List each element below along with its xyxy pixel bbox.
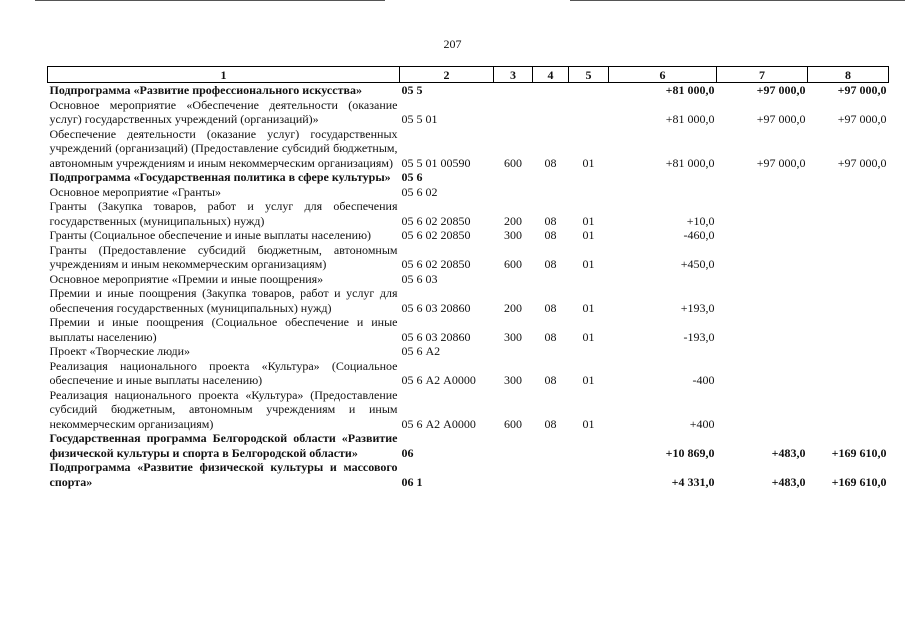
table-row [48, 286, 889, 315]
cell-c5: 01 [582, 329, 595, 344]
col-header-7: 7 [717, 67, 808, 83]
table-row [48, 170, 889, 185]
col-header-1: 1 [48, 67, 400, 83]
cell-c6: +193,0 [680, 300, 715, 315]
cell-c7: +483,0 [771, 474, 806, 489]
cell-c7 [717, 228, 808, 243]
col-header-2: 2 [400, 67, 494, 83]
cell-c8 [808, 272, 889, 287]
cell-c6 [609, 170, 717, 185]
cell-c8 [808, 199, 889, 228]
table-row [48, 460, 889, 489]
cell-c7 [717, 170, 808, 185]
cell-cd: 05 5 [401, 83, 423, 97]
cell-c4 [533, 98, 569, 127]
cell-c7 [717, 388, 808, 432]
cell-c4: 08 [544, 300, 557, 315]
cell-c5 [569, 83, 609, 98]
cell-c5 [569, 98, 609, 127]
cell-c6 [609, 344, 717, 359]
col-header-8: 8 [808, 67, 889, 83]
column-header-row [48, 67, 889, 83]
cell-nm: Подпрограмма «Государственная политика в сфере культуры» [49, 170, 391, 184]
cell-c3: 300 [504, 373, 522, 387]
cell-nm: Премии и иные поощрения (Социальное обеспечение и иные выплаты населению) [49, 315, 398, 344]
cell-cd: 05 6 02 [401, 184, 438, 199]
cell-c5 [569, 431, 609, 460]
cell-c5: 01 [582, 155, 595, 170]
cell-cd: 05 6 03 [401, 271, 438, 286]
cell-nm: Основное мероприятие «Премии и иные поощрения» [49, 271, 324, 286]
top-rule-right [570, 0, 905, 1]
cell-c8: +169 610,0 [831, 474, 887, 489]
cell-c4: 08 [544, 416, 557, 431]
cell-c7: +97 000,0 [756, 83, 806, 97]
cell-c5 [569, 185, 609, 200]
cell-c6 [609, 272, 717, 287]
cell-c8: +97 000,0 [837, 155, 887, 170]
cell-nm: Гранты (Предоставление субсидий бюджетным, автономным учреждениям и иным некоммерческим организациям) [49, 242, 398, 271]
cell-c8 [808, 315, 889, 344]
cell-c3 [494, 344, 533, 359]
table-row [48, 315, 889, 344]
cell-c3: 600 [504, 416, 522, 431]
cell-cd: 05 6 03 20860 [401, 300, 471, 315]
cell-c7: +483,0 [771, 445, 806, 460]
cell-c6: +81 000,0 [665, 83, 715, 97]
cell-c3 [494, 185, 533, 200]
cell-c4: 08 [544, 155, 557, 170]
cell-nm: Гранты (Закупка товаров, работ и услуг для обеспечения государственных (муниципальных) нужд) [49, 199, 398, 228]
col-header-5: 5 [569, 67, 609, 83]
cell-nm: Государственная программа Белгородской области «Развитие физической культуры и спорта в Белгородской области» [49, 431, 398, 460]
cell-c4 [533, 344, 569, 359]
cell-c4 [533, 272, 569, 287]
cell-cd: 05 6 03 20860 [401, 329, 471, 344]
cell-c5: 01 [582, 213, 595, 228]
col-header-4: 4 [533, 67, 569, 83]
cell-c7: +97 000,0 [756, 155, 806, 170]
cell-c5 [569, 272, 609, 287]
table-row [48, 344, 889, 359]
cell-c4 [533, 460, 569, 489]
cell-c7 [717, 243, 808, 272]
cell-nm: Проект «Творческие люди» [49, 344, 191, 358]
cell-c8 [808, 243, 889, 272]
cell-c4 [533, 185, 569, 200]
cell-cd: 05 5 01 [401, 112, 438, 126]
table-row [48, 388, 889, 432]
cell-c3: 200 [504, 300, 522, 315]
cell-c6: +81 000,0 [665, 155, 715, 170]
cell-c4: 08 [544, 373, 557, 387]
cell-c7 [717, 344, 808, 359]
cell-nm: Подпрограмма «Развитие физической культуры и массового спорта» [49, 460, 398, 489]
cell-nm: Реализация национального проекта «Культура» (Предоставление субсидий бюджетным, автономным учреждениям и иным некоммерческим организациям) [49, 387, 398, 431]
cell-c6: +10 869,0 [665, 445, 715, 460]
cell-c5: 01 [582, 416, 595, 431]
cell-c8 [808, 286, 889, 315]
cell-nm: Основное мероприятие «Обеспечение деятельности (оказание услуг) государственных учреждений (организаций)» [49, 97, 398, 126]
cell-c6: +4 331,0 [671, 474, 715, 489]
cell-c8 [808, 344, 889, 359]
cell-c3 [494, 98, 533, 127]
cell-c6: -400 [692, 373, 715, 387]
cell-c8 [808, 185, 889, 200]
cell-c4 [533, 170, 569, 185]
cell-c6: +450,0 [680, 257, 715, 271]
cell-c3 [494, 460, 533, 489]
cell-c7 [717, 199, 808, 228]
cell-c5 [569, 460, 609, 489]
cell-c8: +97 000,0 [837, 112, 887, 126]
cell-nm: Премии и иные поощрения (Закупка товаров, работ и услуг для обеспечения государственных (муниципальных) нужд) [49, 286, 398, 315]
cell-c4: 08 [544, 257, 557, 271]
cell-cd: 05 6 А2 А0000 [401, 416, 476, 431]
cell-c7 [717, 185, 808, 200]
cell-nm: Основное мероприятие «Гранты» [49, 184, 221, 199]
cell-c5: 01 [582, 228, 595, 242]
cell-c3: 300 [504, 228, 522, 242]
cell-c4 [533, 83, 569, 98]
cell-c3 [494, 272, 533, 287]
cell-c3 [494, 83, 533, 98]
cell-c8 [808, 359, 889, 388]
cell-c4: 08 [544, 329, 557, 344]
cell-c6: +400 [689, 416, 715, 431]
cell-c6: -193,0 [683, 329, 715, 344]
cell-nm: Подпрограмма «Развитие профессионального искусства» [49, 83, 362, 97]
cell-cd: 05 6 02 20850 [401, 257, 471, 271]
cell-c3 [494, 431, 533, 460]
cell-c6 [609, 185, 717, 200]
cell-cd: 05 6 02 20850 [401, 213, 471, 228]
cell-cd: 05 5 01 00590 [401, 155, 471, 170]
cell-c7 [717, 359, 808, 388]
cell-c7: +97 000,0 [756, 112, 806, 126]
cell-nm: Гранты (Социальное обеспечение и иные выплаты населению) [49, 228, 372, 242]
col-header-6: 6 [609, 67, 717, 83]
top-rule-left [35, 0, 385, 1]
cell-c7 [717, 315, 808, 344]
cell-cd: 05 6 02 20850 [401, 228, 471, 242]
cell-c3 [494, 170, 533, 185]
cell-c3: 200 [504, 213, 522, 228]
table-row [48, 228, 889, 243]
cell-cd: 05 6 [401, 170, 423, 184]
cell-nm: Реализация национального проекта «Культура» (Социальное обеспечение и иные выплаты населению) [49, 358, 398, 387]
page-number: 207 [443, 37, 462, 51]
cell-c8 [808, 228, 889, 243]
table-row [48, 127, 889, 171]
table-row [48, 431, 889, 460]
cell-c6: +10,0 [686, 213, 715, 228]
cell-cd: 05 6 А2 А0000 [401, 373, 476, 387]
table-row [48, 83, 889, 98]
cell-c5 [569, 170, 609, 185]
table-row [48, 243, 889, 272]
cell-c4: 08 [544, 213, 557, 228]
cell-cd: 06 1 [401, 474, 423, 489]
cell-c3: 600 [504, 257, 522, 271]
cell-c3: 600 [504, 155, 522, 170]
cell-c8 [808, 388, 889, 432]
cell-c6: +81 000,0 [665, 112, 715, 126]
cell-c3: 300 [504, 329, 522, 344]
table-row [48, 185, 889, 200]
cell-c8 [808, 170, 889, 185]
cell-c7 [717, 286, 808, 315]
cell-c8: +97 000,0 [837, 83, 887, 97]
cell-c5: 01 [582, 300, 595, 315]
table-row [48, 272, 889, 287]
table-row [48, 98, 889, 127]
budget-table [47, 66, 889, 489]
cell-cd: 06 [401, 445, 414, 460]
cell-c8: +169 610,0 [831, 445, 887, 460]
cell-cd: 05 6 А2 [401, 344, 441, 358]
cell-c4 [533, 431, 569, 460]
cell-c5: 01 [582, 257, 595, 271]
table-row [48, 359, 889, 388]
cell-nm: Обеспечение деятельности (оказание услуг) государственных учреждений (организаций) (Предоставление субсидий бюджетным, автономным учреждениям и иным некоммерческим организациям) [49, 126, 398, 170]
cell-c5 [569, 344, 609, 359]
table-row [48, 199, 889, 228]
cell-c7 [717, 272, 808, 287]
cell-c4: 08 [544, 228, 557, 242]
col-header-3: 3 [494, 67, 533, 83]
cell-c5: 01 [582, 373, 595, 387]
cell-c6: -460,0 [683, 228, 715, 242]
